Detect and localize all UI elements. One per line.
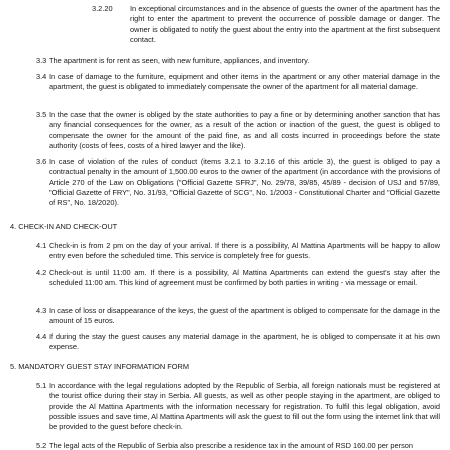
clause-number: 3.3 <box>36 56 47 65</box>
clause-number: 4.1 <box>36 241 47 250</box>
clause-text: In case of loss or disappearance of the keys, the guest of the apartment is obliged to compensate for the damage in the amount of 15 euros. <box>49 306 440 326</box>
clause-text: If during the stay the guest causes any material damage in the apartment, he is obliged to compensate it at his own expense. <box>49 332 440 352</box>
clause-text: In the case that the owner is obliged by the state authorities to pay a fine or by determining another sanction that has any financial consequences for the owner, as a result of the action or inaction of the guest, the guest is obliged to compensate the owner for the amount of the paid fine, as and all costs incurred in proceedings before the state authority (costs of fees, costs of a hired lawyer and the like). <box>49 110 440 150</box>
clause-number: 3.5 <box>36 110 47 119</box>
clause-text: In accordance with the legal regulations adopted by the Republic of Serbia, all foreign nationals must be registered at the tourist office during their stay in Serbia. All guests, as well as other people staying in the apartment, are obliged to provide the Al Mattina Apartments with the information necessary for registration. To fulfil this legal obligation, avoid possible issues and save time, Al Mattina Apartments will ask the guest to fill out the form using the internet link that will be provided to the guest before check-in. <box>49 381 440 432</box>
clause-number: 3.4 <box>36 72 47 81</box>
clause-text: Check-out is until 11:00 am. If there is a possibility, Al Mattina Apartments can extend the guest's stay after the scheduled 11:00 am. This kind of agreement must be confirmed by both parties in writing - via message or email. <box>49 268 440 288</box>
clause-number: 4.4 <box>36 332 47 341</box>
section-heading: 4. CHECK-IN AND CHECK-OUT <box>10 222 118 231</box>
clause-text: The apartment is for rent as seen, with new furniture, appliances, and inventory. <box>49 56 310 65</box>
clause-text: The legal acts of the Republic of Serbia also prescribe a residence tax in the amount of RSD 160.00 per person <box>49 441 413 450</box>
clause-number: 4.2 <box>36 268 47 277</box>
clause-number: 5.2 <box>36 441 47 450</box>
clause-text: In case of violation of the rules of conduct (items 3.2.1 to 3.2.16 of this article 3), the guest is obliged to pay a contractual penalty in the amount of 1,500.00 euros to the owner of the apartment (in accordance with the provisions of Article 270 of the Law on Obligations ("Official Gazette SFRJ", No. 29/78, 39/85, 45/89 - decision of USJ and 57/89, "Official Gazette of FRY", No. 31/93, "Official Gazette of SCG", No. 1/2003 - Constitutional Charter and "Official Gazette of RS", No. 18/2020). <box>49 157 440 208</box>
clause-text: Check-in is from 2 pm on the day of your arrival. If there is a possibility, Al Mattina Apartments will be happy to allow entry even before the scheduled time. This service is completely free for guests. <box>49 241 440 261</box>
clause-text: In exceptional circumstances and in the absence of guests the owner of the apartment has the right to enter the apartment to prevent the occurrence of possible damage or danger. The owner is obligated to notify the guest about the entry into the apartment at the first subsequent contact. <box>130 4 440 44</box>
clause-number: 3.6 <box>36 157 47 166</box>
clause-text: In case of damage to the furniture, equipment and other items in the apartment or any other material damage in the apartment, the guest is obligated to immediately compensate the owner of the apartment for all material damage. <box>49 72 440 92</box>
clause-number: 5.1 <box>36 381 47 390</box>
section-heading: 5. MANDATORY GUEST STAY INFORMATION FORM <box>10 362 190 371</box>
clause-number: 4.3 <box>36 306 47 315</box>
clause-number: 3.2.20 <box>92 4 113 13</box>
